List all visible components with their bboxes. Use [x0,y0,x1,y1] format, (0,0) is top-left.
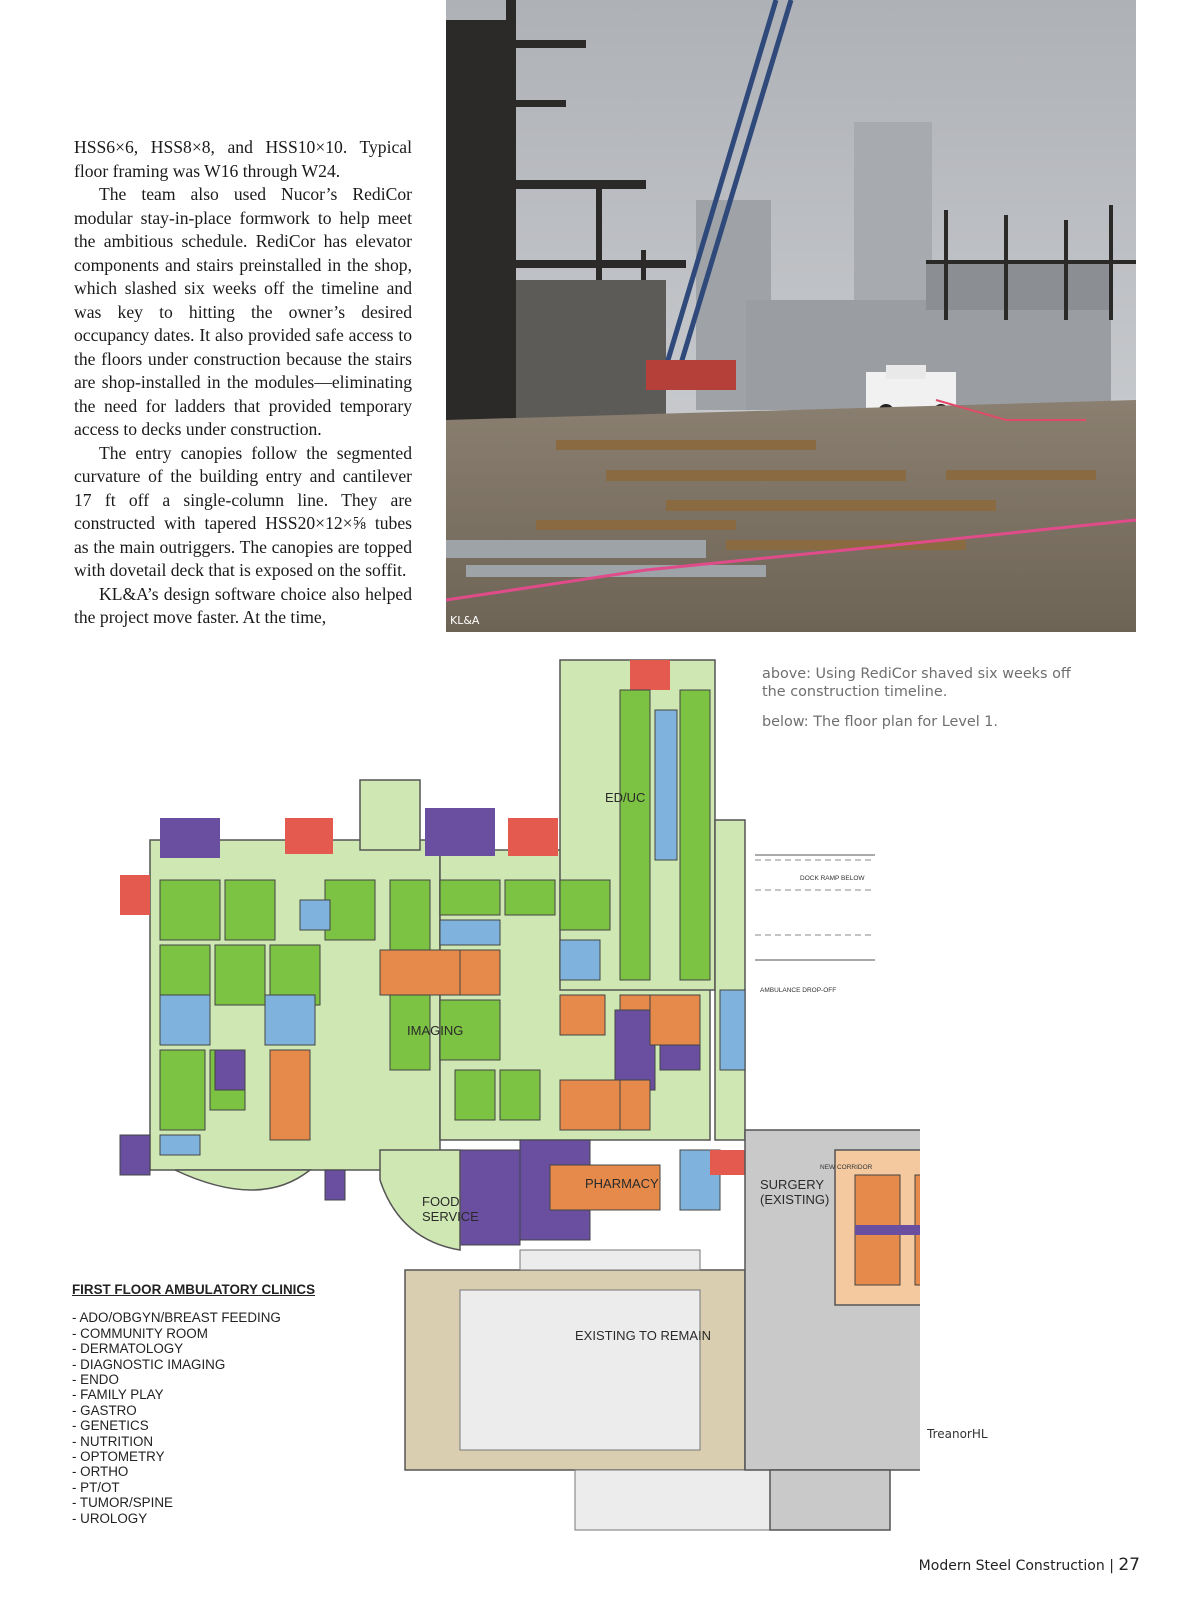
publication-name: Modern Steel Construction [918,1558,1105,1574]
plan-legend [72,1282,315,1526]
plan-label-new-corridor: NEW CORRIDOR [820,1164,873,1171]
legend-item: - ORTHO [72,1464,129,1480]
plan-label-surgery-existing: (EXISTING) [760,1192,830,1207]
article-column [74,136,412,630]
legend-item: - GASTRO [72,1402,137,1418]
footer-separator: | [1109,1558,1114,1574]
plan-label-pharmacy: PHARMACY [585,1176,659,1191]
legend-item: - PT/OT [72,1479,120,1495]
plan-label-existing: EXISTING TO REMAIN [575,1328,712,1343]
article-paragraph: The team also used Nucor’s RediCor modular stay-in-place formwork to help meet the ambitious schedule. RediCor has elevator components and stairs preinstalled in the shop, which slashed six weeks off the timeline and was key to hitting the owner’s desired occupancy dates. It also provided safe access to the floors under construction because the stairs are shop-installed in the modules—eliminating the need for ladders that provided temporary access to decks under construction. [74,184,412,439]
construction-photo [446,0,1136,632]
plan-label-food: FOOD [422,1194,460,1209]
article-paragraph: KL&A’s design software choice also helped the project move faster. At the time, [74,583,412,627]
plan-label-surgery: SURGERY [760,1177,825,1192]
legend-item: - OPTOMETRY [72,1449,165,1465]
legend-list [72,1310,315,1526]
legend-item: - ENDO [72,1372,119,1388]
plan-label-imaging: IMAGING [407,1023,464,1038]
legend-item: - FAMILY PLAY [72,1387,164,1403]
legend-item: - DERMATOLOGY [72,1341,184,1357]
legend-item: - GENETICS [72,1418,149,1434]
legend-item: - DIAGNOSTIC IMAGING [72,1356,226,1372]
plan-label-ed-uc: ED/UC [605,790,646,805]
plan-label-dock-ramp: DOCK RAMP BELOW [800,875,865,882]
legend-item: - NUTRITION [72,1433,154,1449]
legend-title: FIRST FLOOR AMBULATORY CLINICS [72,1282,316,1297]
plan-label-service: SERVICE [422,1209,479,1224]
plan-credit: TreanorHL [927,1427,988,1441]
legend-item: - UROLOGY [72,1510,148,1526]
photo-credit: KL&A [450,614,480,627]
article-paragraph: HSS6×6, HSS8×8, and HSS10×10. Typical floor framing was W16 through W24. [74,137,412,181]
plan-label-ambulance: AMBULANCE DROP-OFF [760,987,837,994]
page-number: 27 [1118,1555,1140,1575]
caption-above: above: Using RediCor shaved six weeks off the construction timeline. [762,666,1071,700]
article-paragraph: The entry canopies follow the segmented curvature of the building entry and cantilever 17 ft off a single-column line. They are constructed with tapered HSS20×12×⅝ tubes as the main outriggers. The canopies are topped with dovetail deck that is exposed on the soffit. [74,442,412,580]
page-footer [919,1555,1140,1575]
legend-item: - TUMOR/SPINE [72,1495,173,1511]
caption-below: below: The floor plan for Level 1. [762,714,998,730]
legend-item: - ADO/OBGYN/BREAST FEEDING [72,1310,281,1326]
legend-item: - COMMUNITY ROOM [72,1325,208,1341]
